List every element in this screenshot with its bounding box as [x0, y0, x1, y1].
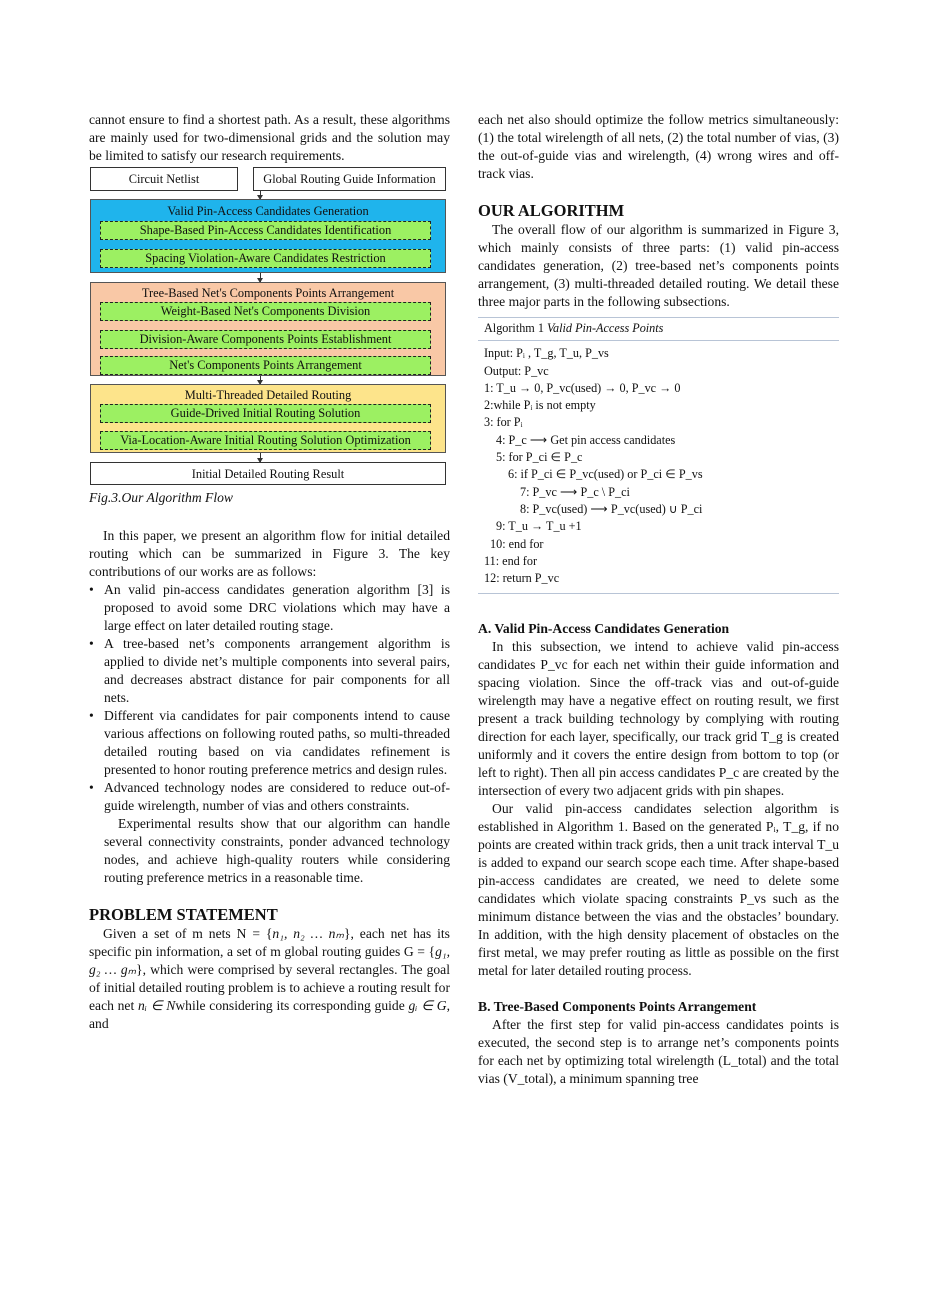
stage-tree-based — [90, 282, 446, 376]
algorithm-line: 4: P_c ⟶ Get pin access candidates — [496, 432, 676, 447]
subsection-b-title: B. Tree-Based Components Points Arrangement — [478, 999, 757, 1015]
algorithm-1-box — [478, 317, 839, 594]
stage-tree-based-sub3: Net's Components Points Arrangement — [100, 356, 431, 375]
algorithm-line: 11: end for — [484, 553, 538, 568]
algorithm-line: 3: for Pᵢ — [484, 415, 523, 430]
problem-paragraph: Given a set of m nets N = {n₁, n₂ … nₘ}, each net has its specific pin information, a set of m global routing guides G = {g₁, g₂ … gₘ}, which were comprised by several rectangles. The goal of initial detailed routing problem is to achieve a routing result for each net nᵢ ∈ Nwhile considering its corresponding guide gᵢ ∈ G, and — [89, 926, 450, 1031]
stage-multithreaded-sub1: Guide-Drived Initial Routing Solution — [100, 404, 431, 423]
algorithm-line: 1: T_u → 0, P_vc(used) → 0, P_vc → 0 — [484, 380, 681, 395]
stage-pin-access-sub1: Shape-Based Pin-Access Candidates Identification — [100, 221, 431, 240]
flow-arrow — [260, 376, 261, 384]
list-item: • Different via candidates for pair components intend to cause various affections on following routed paths, so multi-threaded detailed routing based on via candidates refinement is presented to honor routing preference metrics and design rules. — [89, 707, 450, 779]
algorithm-line: 5: for P_ci ∈ P_c — [496, 450, 583, 465]
our-algorithm-heading: OUR ALGORITHM — [478, 201, 625, 220]
algorithm-line: 8: P_vc(used) ⟶ P_vc(used) ∪ P_ci — [520, 501, 703, 516]
stage-pin-access — [90, 199, 446, 273]
algorithm-line: Output: P_vc — [484, 363, 549, 378]
algorithm-line: 10: end for — [490, 536, 544, 551]
stage-tree-based-sub1: Weight-Based Net's Components Division — [100, 302, 431, 321]
list-item: • Advanced technology nodes are considered to reduce out-of-guide wirelength, number of vias and others constraints. — [89, 779, 450, 815]
list-item: • An valid pin-access candidates generation algorithm [3] is proposed to avoid some DRC violations which may have a large effect on later detailed routing stage. — [89, 581, 450, 635]
stage-pin-access-sub2: Spacing Violation-Aware Candidates Restriction — [100, 249, 431, 268]
algorithm-line: 6: if P_ci ∈ P_vc(used) or P_ci ∈ P_vs — [508, 467, 703, 482]
right-column — [478, 111, 839, 1088]
flow-arrow — [260, 191, 261, 199]
algorithm-line: 9: T_u → T_u +1 — [496, 519, 582, 534]
flow-arrow — [260, 453, 261, 462]
subsection-a-paragraph-1: In this subsection, we intend to achieve valid pin-access candidates P_vc for each net within their guide information and spacing violation. Since the off-track vias and out-of-guide wirelength may have a negative effect on routing result, we first present a track building technology by complying with routing direction for each layer, specifically, our track grid T_g is created uniformly and it covers the entire design from bottom to top (or left to right). Then all pin access candidates P_c are created by the intersection of every two adjacent grids with pin shapes. — [478, 639, 839, 799]
input-netlist-box: Circuit Netlist — [90, 167, 238, 191]
problem-statement-heading: PROBLEM STATEMENT — [89, 905, 278, 924]
stage-pin-access-title: Valid Pin-Access Candidates Generation — [167, 204, 369, 218]
left-column — [89, 111, 450, 1033]
subsection-b-paragraph: After the first step for valid pin-access candidates points is executed, the second step is to arrange net’s components points for each net by optimizing total wirelength (L_total) and the total vias (V_total), a minimum spanning tree — [478, 1017, 839, 1087]
algorithm-overview-paragraph: The overall flow of our algorithm is summarized in Figure 3, which mainly consists of three parts: (1) valid pin-access candidates generation, (2) tree-based net’s components points arrangement, (3) multi-threaded detailed routing. We detail these three major parts in the following subsections. — [478, 222, 839, 309]
metrics-paragraph: each net also should optimize the follow metrics simultaneously: (1) the total wirelength of all nets, (2) the total number of vias, (3) the out-of-guide vias and wirelength, (4) wrong wires and off-track vias. — [478, 112, 839, 181]
stage-multithreaded-sub2: Via-Location-Aware Initial Routing Solution Optimization — [100, 431, 431, 450]
contributions-intro: In this paper, we present an algorithm flow for initial detailed routing which can be summarized in Figure 3. The key contributions of our works are as follows: — [89, 528, 450, 579]
algorithm-title: Algorithm 1 Valid Pin-Access Points — [478, 320, 839, 341]
subsection-a-title: A. Valid Pin-Access Candidates Generation — [478, 621, 730, 637]
flow-arrow — [260, 273, 261, 282]
subsection-a-paragraph-2: Our valid pin-access candidates selection algorithm is established in Algorithm 1. Based on the generated Pᵢ, T_g, if no points are created within track grids, then a unit track interval T_u is added to expand our search scope each time. After shape-based pin-access candidates are created, we need to delete some candidates which violate spacing constraints P_vs such as the minimum distance between the vias and the obstacles’ boundary. In addition, with the high density placement of obstacles on the first metal, we may prefer routing as little as possible on the first metal for later detailed routing process. — [478, 801, 839, 979]
list-item: • A tree-based net’s components arrangement algorithm is applied to divide net’s multiple components into several pairs, and decreases abstract distance for pair components for all nets. — [89, 635, 450, 707]
algorithm-line: 12: return P_vc — [484, 571, 560, 586]
algorithm-line: Input: Pᵢ , T_g, T_u, P_vs — [484, 346, 609, 361]
stage-tree-based-sub2: Division-Aware Components Points Establishment — [100, 330, 431, 349]
output-result-box: Initial Detailed Routing Result — [90, 462, 446, 485]
contributions-list — [89, 581, 450, 815]
intro-paragraph: cannot ensure to find a shortest path. As a result, these algorithms are mainly used for two-dimensional grids and the solution may be limited to satisfy our research requirements. — [89, 112, 450, 163]
algorithm-line: 2:while Pᵢ is not empty — [484, 398, 596, 413]
stage-multithreaded-title: Multi-Threaded Detailed Routing — [184, 388, 352, 402]
stage-multithreaded — [90, 384, 446, 453]
experimental-paragraph: Experimental results show that our algorithm can handle several connectivity constraints, ponder advanced technology nodes, and achieve high-quality routers while considering routing preference metrics in a reasonable time. — [104, 816, 450, 885]
algorithm-line: 7: P_vc ⟶ P_c \ P_ci — [520, 484, 630, 499]
figure-caption: Fig.3.Our Algorithm Flow — [89, 490, 234, 505]
algorithm-flowchart — [89, 167, 450, 489]
input-guide-box: Global Routing Guide Information — [253, 167, 446, 191]
stage-tree-based-title: Tree-Based Net's Components Points Arrangement — [141, 286, 395, 300]
